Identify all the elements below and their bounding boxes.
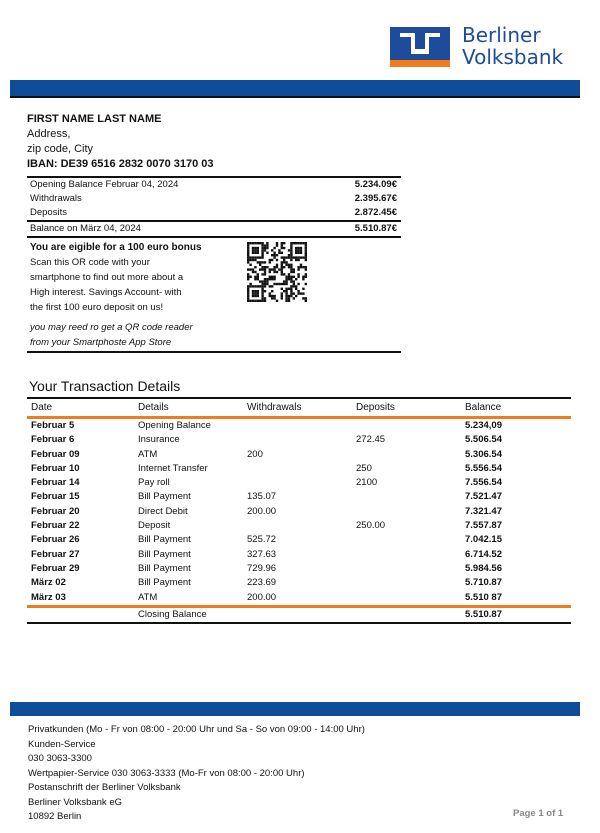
cell-balance: 7.042.15: [465, 534, 502, 546]
cell-withdrawal: 135.07: [247, 491, 277, 503]
cell-balance: 5.510 87: [465, 591, 502, 603]
cell-date: Februar 14: [31, 477, 80, 489]
transactions-table: [27, 397, 571, 624]
customer-iban: IBAN: DE39 6516 2832 0070 3170 03: [27, 158, 214, 170]
table-row: [27, 419, 571, 433]
closing-value: 5.510.87: [465, 608, 502, 620]
footer-line: 10892 Berlin: [28, 811, 82, 822]
footer-line: Berliner Volksbank eG: [28, 796, 122, 808]
summary-balance-row: [27, 222, 401, 236]
bonus-line: the first 100 euro deposit on us!: [30, 302, 164, 313]
cell-withdrawal: 200.00: [247, 591, 277, 603]
cell-details: ATM: [138, 591, 158, 603]
table-row: [27, 576, 571, 590]
summary-value: 5.234.09€: [354, 179, 397, 190]
footer-line: 030 3063-3300: [28, 753, 92, 764]
table-body: [27, 419, 571, 605]
customer-name: FIRST NAME LAST NAME: [27, 113, 162, 125]
summary-label: Deposits: [30, 207, 67, 218]
table-row: [27, 433, 571, 447]
brand-name: [462, 24, 563, 68]
qr-note-line: you may reed ro get a QR code reader: [30, 322, 193, 333]
bonus-offer: [30, 240, 240, 315]
cell-details: Pay roll: [138, 477, 170, 489]
summary-value: 2.872.45€: [354, 207, 397, 218]
footer-line: Postanschrift der Berliner Volksbank: [28, 782, 181, 793]
summary-label: Opening Balance Februar 04, 2024: [30, 179, 179, 190]
summary-row: [27, 206, 401, 220]
header-withdrawals: Withdrawals: [247, 402, 302, 413]
cell-withdrawal: 200.00: [247, 505, 277, 517]
summary-balance-label: Balance on März 04, 2024: [30, 223, 141, 234]
bonus-line: High interest. Savings Account- with: [30, 287, 182, 298]
customer-address: [27, 112, 214, 172]
table-row: [27, 462, 571, 476]
summary-row: [27, 192, 401, 206]
cell-balance: 5.306.54: [465, 448, 502, 460]
header-bar: [10, 80, 580, 98]
cell-details: ATM: [138, 448, 158, 460]
cell-details: Bill Payment: [138, 491, 191, 503]
cell-balance: 6.714.52: [465, 548, 502, 560]
cell-withdrawal: 525.72: [247, 534, 277, 546]
bonus-heading: You are eigible for a 100 euro bonus: [30, 242, 202, 253]
cell-date: Februar 20: [31, 505, 80, 517]
footer-contact: [28, 723, 365, 825]
footer-line: Wertpapier-Service 030 3063-3333 (Mo-Fr von 08:00 - 20:00 Uhr): [28, 767, 305, 779]
footer-line: Kunden-Service: [28, 738, 96, 750]
bonus-line: Scan this OR code with your: [30, 257, 150, 268]
cell-details: Direct Debit: [138, 505, 188, 517]
closing-label: Closing Balance: [138, 608, 207, 620]
table-row: [27, 490, 571, 504]
cell-details: Bill Payment: [138, 534, 191, 546]
summary-balance-value: 5.510.87€: [354, 223, 397, 234]
summary-value: 2.395.67€: [354, 193, 397, 204]
cell-date: Februar 29: [31, 562, 80, 574]
cell-balance: 5.556.54: [465, 462, 502, 474]
cell-details: Insurance: [138, 434, 180, 446]
qr-reader-note: [30, 320, 250, 350]
closing-balance-row: [27, 608, 571, 624]
cell-balance: 7.557.87: [465, 520, 502, 532]
cell-date: März 02: [31, 577, 66, 589]
cell-details: Internet Transfer: [138, 462, 208, 474]
cell-withdrawal: 200: [247, 448, 263, 460]
footer-bar: [10, 702, 580, 716]
header-deposits: Deposits: [356, 402, 395, 413]
volksbank-logo-icon: [390, 27, 450, 67]
cell-date: Februar 26: [31, 534, 80, 546]
table-header: [27, 397, 571, 419]
table-row: [27, 505, 571, 519]
cell-balance: 5.234,09: [465, 420, 502, 431]
cell-date: Februar 5: [31, 420, 75, 431]
cell-balance: 5.984.56: [465, 562, 502, 574]
page-indicator: Page 1 of 1: [513, 808, 564, 819]
brand-line1: Berliner: [462, 23, 541, 47]
cell-date: Februar 10: [31, 462, 80, 474]
table-row: [27, 562, 571, 576]
cell-deposit: 2100: [356, 477, 378, 489]
cell-details: Deposit: [138, 520, 171, 532]
qr-note-line: from your Smartphoste App Store: [30, 337, 172, 348]
cell-balance: 5.506.54: [465, 434, 502, 446]
balance-summary: [27, 176, 401, 238]
summary-row: [27, 178, 401, 192]
cell-date: Februar 09: [31, 448, 80, 460]
table-row: [27, 548, 571, 562]
transactions-title: Your Transaction Details: [29, 378, 181, 394]
cell-balance: 7.321.47: [465, 505, 502, 517]
cell-details: Bill Payment: [138, 577, 191, 589]
header-details: Details: [138, 402, 169, 413]
cell-deposit: 250: [356, 462, 372, 474]
cell-details: Opening Balance: [138, 420, 211, 431]
cell-balance: 7.556.54: [465, 477, 502, 489]
table-row: [27, 591, 571, 605]
table-row: [27, 448, 571, 462]
cell-withdrawal: 729.96: [247, 562, 277, 574]
bonus-line: smartphone to find out more about a: [30, 272, 184, 283]
table-row: [27, 533, 571, 547]
cell-deposit: 250.00: [356, 520, 386, 532]
cell-balance: 7.521.47: [465, 491, 502, 503]
cell-deposit: 272.45: [356, 434, 386, 446]
footer-line: Privatkunden (Mo - Fr von 08:00 - 20:00 Uhr und Sa - So von 09:00 - 14:00 Uhr): [28, 724, 365, 735]
summary-divider: [27, 351, 401, 353]
header-date: Date: [31, 402, 53, 413]
summary-label: Withdrawals: [30, 193, 82, 204]
customer-city: zip code, City: [27, 143, 94, 155]
cell-details: Bill Payment: [138, 548, 191, 560]
cell-date: Februar 15: [31, 491, 80, 503]
header-balance: Balance: [465, 402, 502, 413]
cell-balance: 5.710.87: [465, 577, 502, 589]
table-row: [27, 476, 571, 490]
cell-withdrawal: 223.69: [247, 577, 277, 589]
cell-withdrawal: 327.63: [247, 548, 277, 560]
cell-date: Februar 27: [31, 548, 80, 560]
cell-date: Februar 6: [31, 434, 75, 446]
cell-date: März 03: [31, 591, 66, 603]
cell-date: Februar 22: [31, 520, 80, 532]
table-row: [27, 519, 571, 533]
customer-street: Address,: [27, 128, 71, 140]
brand-line2: Volksbank: [462, 45, 564, 69]
qr-code-icon[interactable]: [247, 242, 307, 302]
cell-details: Bill Payment: [138, 562, 191, 574]
